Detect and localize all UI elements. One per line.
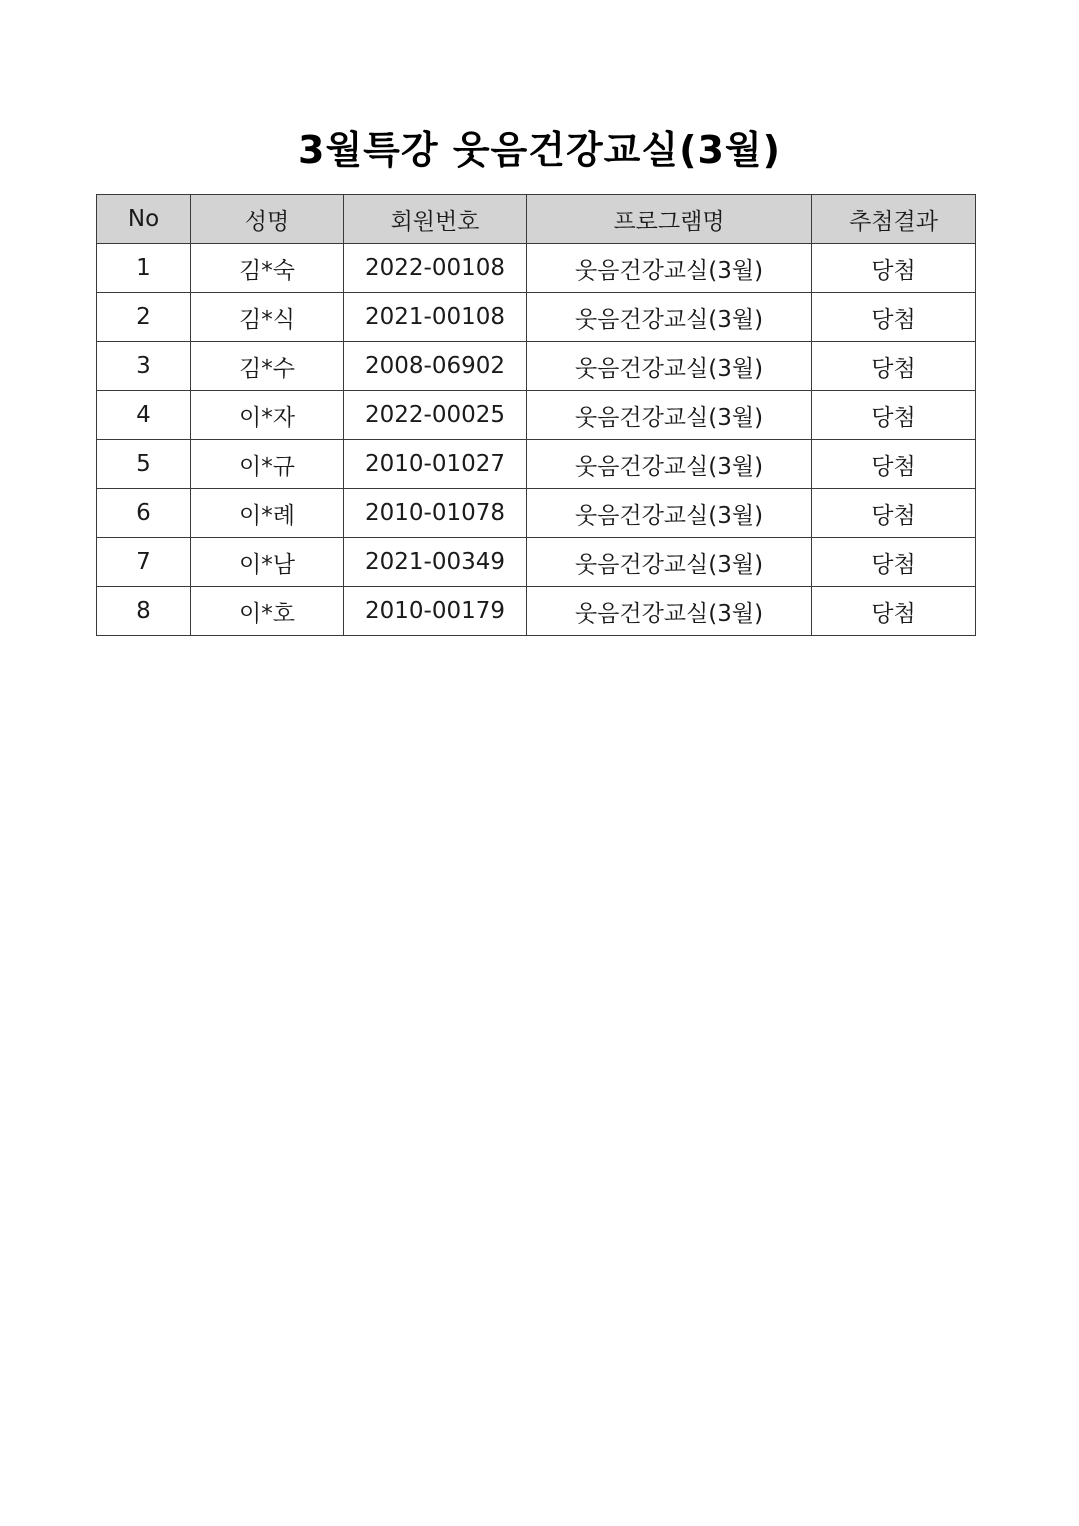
cell-no: 3 — [97, 342, 191, 391]
cell-member-number: 2022-00108 — [344, 244, 527, 293]
header-program-name: 프로그램명 — [527, 195, 812, 244]
cell-draw-result: 당첨 — [812, 440, 976, 489]
cell-program-name: 웃음건강교실(3월) — [527, 391, 812, 440]
table-row — [97, 538, 976, 587]
cell-name: 김*수 — [191, 342, 344, 391]
cell-program-name: 웃음건강교실(3월) — [527, 293, 812, 342]
table-row — [97, 244, 976, 293]
cell-member-number: 2010-01027 — [344, 440, 527, 489]
cell-member-number: 2010-00179 — [344, 587, 527, 636]
cell-no: 6 — [97, 489, 191, 538]
cell-draw-result: 당첨 — [812, 342, 976, 391]
cell-program-name: 웃음건강교실(3월) — [527, 538, 812, 587]
cell-program-name: 웃음건강교실(3월) — [527, 440, 812, 489]
cell-name: 이*규 — [191, 440, 344, 489]
cell-draw-result: 당첨 — [812, 489, 976, 538]
cell-no: 2 — [97, 293, 191, 342]
cell-name: 이*남 — [191, 538, 344, 587]
cell-program-name: 웃음건강교실(3월) — [527, 342, 812, 391]
page-title: 3월특강 웃음건강교실(3월) — [298, 128, 781, 173]
cell-no: 1 — [97, 244, 191, 293]
cell-draw-result: 당첨 — [812, 391, 976, 440]
cell-no: 8 — [97, 587, 191, 636]
cell-draw-result: 당첨 — [812, 538, 976, 587]
cell-draw-result: 당첨 — [812, 587, 976, 636]
cell-name: 이*자 — [191, 391, 344, 440]
cell-name: 김*식 — [191, 293, 344, 342]
table-row — [97, 293, 976, 342]
cell-program-name: 웃음건강교실(3월) — [527, 587, 812, 636]
cell-member-number: 2021-00349 — [344, 538, 527, 587]
table-header-row — [97, 195, 976, 244]
cell-draw-result: 당첨 — [812, 293, 976, 342]
cell-program-name: 웃음건강교실(3월) — [527, 489, 812, 538]
cell-member-number: 2021-00108 — [344, 293, 527, 342]
cell-program-name: 웃음건강교실(3월) — [527, 244, 812, 293]
table-row — [97, 342, 976, 391]
cell-name: 이*례 — [191, 489, 344, 538]
header-no: No — [97, 195, 191, 244]
table-row — [97, 391, 976, 440]
cell-draw-result: 당첨 — [812, 244, 976, 293]
table-row — [97, 587, 976, 636]
cell-member-number: 2008-06902 — [344, 342, 527, 391]
cell-name: 김*숙 — [191, 244, 344, 293]
cell-no: 7 — [97, 538, 191, 587]
cell-name: 이*호 — [191, 587, 344, 636]
cell-no: 4 — [97, 391, 191, 440]
header-member-number: 회원번호 — [344, 195, 527, 244]
header-draw-result: 추첨결과 — [812, 195, 976, 244]
header-name: 성명 — [191, 195, 344, 244]
table-row — [97, 489, 976, 538]
cell-no: 5 — [97, 440, 191, 489]
cell-member-number: 2010-01078 — [344, 489, 527, 538]
cell-member-number: 2022-00025 — [344, 391, 527, 440]
lottery-results-table — [96, 194, 976, 636]
table-row — [97, 440, 976, 489]
